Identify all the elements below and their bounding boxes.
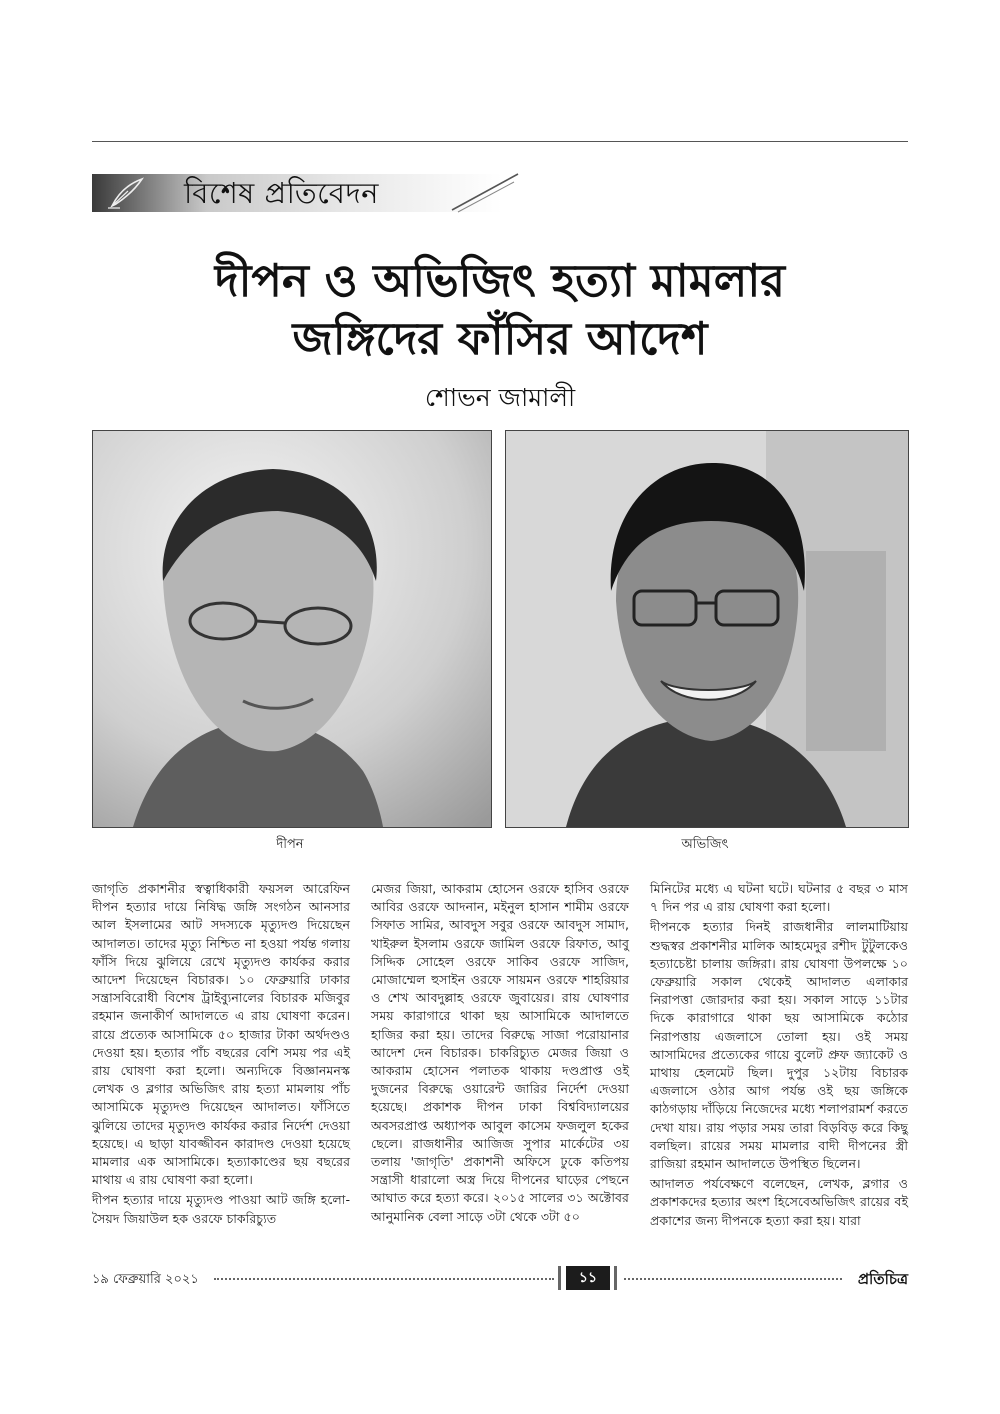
paragraph: আদালত পর্যবেক্ষণে বলেছেন, লেখক, ব্লগার ও প্রকাশকদের হত্যার অংশ হিসেবেঅভিজিৎ রায়ের বই প্রকাশের জন্য দীপনকে হত্যা করা হয়। যারা: [650, 1176, 908, 1228]
headline-line-1: দীপন ও অভিজিৎ হত্যা মামলার: [214, 254, 786, 307]
headline: [100, 252, 900, 368]
body-column-1: [92, 880, 350, 1230]
paragraph: মেজর জিয়া, আকরাম হোসেন ওরফে হাসিব ওরফে আবির ওরফে আদনান, মইনুল হাসান শামীম ওরফে সিফাত সামির, আবদুস সবুর ওরফে আবদুস সামাদ, খাইরুল ইসলাম ওরফে জামিল ওরফে রিফাত, আবু সিদ্দিক সোহেল ওরফে সাকিব ওরফে সাজিদ, মোজাম্মেল হুসাইন ওরফে সায়মন ওরফে শাহরিয়ার ও শেখ আবদুল্লাহ ওরফে জুবায়ের। রায় ঘোষণার সময় কারাগারে থাকা ছয় আসামিকে আদালতে হাজির করা হয়। তাদের বিরুদ্ধে সাজা পরোয়ানার আদেশ দেন বিচারক। চাকরিচ্যুত মেজর জিয়া ও আকরাম হোসেন পলাতক থাকায় দণ্ডপ্রাপ্ত ওই দুজনের বিরুদ্ধে ওয়ারেন্ট জারির নির্দেশ দেওয়া হয়েছে। প্রকাশক দীপন ঢাকা বিশ্ববিদ্যালয়ের অবসরপ্রাপ্ত অধ্যাপক আবুল কাসেম ফজলুল হকের ছেলে। রাজধানীর আজিজ সুপার মার্কেটের ৩য় তলায় 'জাগৃতি' প্রকাশনী অফিসে ঢুকে কতিপয় সন্ত্রাসী ধারালো অস্ত্র দিয়ে দীপনের ঘাড়ের পেছনে আঘাত করে হত্যা করে। ২০১৫ সালের ৩১ অক্টোবর আনুমানিক বেলা সাড়ে ৩টা থেকে ৩টা ৫০: [371, 881, 629, 1224]
quill-pen-icon: [106, 176, 146, 210]
paragraph: দীপনকে হত্যার দিনই রাজধানীর লালমাটিয়ায় শুদ্ধস্বর প্রকাশনীর মালিক আহমেদুর রশীদ টুটুলকেও হত্যাচেষ্টা চালায় জঙ্গিরা। রায় ঘোষণা উপলক্ষে ১০ ফেব্রুয়ারি সকাল থেকেই আদালত এলাকার নিরাপত্তা জোরদার করা হয়। সকাল সাড়ে ১১টার দিকে কারাগারে থাকা ছয় আসামিকে কঠোর নিরাপত্তায় এজলাসে তোলা হয়। ওই সময় আসামিদের প্রত্যেকের গায়ে বুলেট প্রুফ জ্যাকেট ও মাথায় হেলমেট ছিল। দুপুর ১২টায় বিচারক এজলাসে ওঠার আগ পর্যন্ত ওই ছয় জঙ্গিকে কাঠগড়ায় দাঁড়িয়ে নিজেদের মধ্যে শলাপরামর্শ করতে দেখা যায়। রায় পড়ার সময় তারা বিড়বিড় করে কিছু বলছিল। রায়ের সময় মামলার বাদী দীপনের স্ত্রী রাজিয়া রহমান আদালতে উপস্থিত ছিলেন।: [650, 919, 908, 1172]
byline: শোভন জামালী: [424, 383, 576, 412]
pen-stroke-icon: [448, 170, 520, 214]
photo-avijit: [505, 430, 909, 828]
publication-name: প্রতিচিত্র: [857, 1270, 908, 1288]
section-label: বিশেষ প্রতিবেদন: [184, 176, 379, 210]
paragraph: জাগৃতি প্রকাশনীর স্বত্বাধিকারী ফয়সল আরেফিন দীপন হত্যার দায়ে নিষিদ্ধ জঙ্গি সংগঠন আনসার আল ইসলামের আট সদস্যকে মৃত্যুদণ্ড দিয়েছেন আদালত। তাদের মৃত্যু নিশ্চিত না হওয়া পর্যন্ত গলায় ফাঁসি দিয়ে ঝুলিয়ে রেখে মৃত্যুদণ্ড কার্যকর করার আদেশ দিয়েছেন বিচারক। ১০ ফেব্রুয়ারি ঢাকার সন্ত্রাসবিরোধী বিশেষ ট্রাইব্যুনালের বিচারক মজিবুর রহমান জনাকীর্ণ আদালতে এ রায় ঘোষণা করেন। রায়ে প্রত্যেক আসামিকে ৫০ হাজার টাকা অর্থদণ্ডও দেওয়া হয়। হত্যার পাঁচ বছরের বেশি সময় পর এই রায় ঘোষণা করা হলো। অন্যদিকে বিজ্ঞানমনস্ক লেখক ও ব্লগার অভিজিৎ রায় হত্যা মামলায় পাঁচ আসামিকে মৃত্যুদণ্ড দিয়েছেন আদালত। ফাঁসিতে ঝুলিয়ে তাদের মৃত্যুদণ্ড কার্যকর করার নির্দেশ দেওয়া হয়েছে। এ ছাড়া যাবজ্জীবন কারাদণ্ড দেওয়া হয়েছে মামলার এক আসামিকে। হত্যাকাণ্ডের ছয় বছরের মাথায় এ রায় ঘোষণা করা হলো।: [92, 881, 350, 1188]
headline-line-2: জঙ্গিদের ফাঁসির আদেশ: [292, 312, 708, 365]
body-column-3: [650, 880, 908, 1232]
caption-dipon: দীপন: [276, 837, 304, 852]
footer-leader-dots: [214, 1278, 554, 1280]
body-column-2: [371, 880, 629, 1228]
footer-leader-dots: [624, 1278, 842, 1280]
page-number-bar: [614, 1266, 617, 1290]
paragraph: মিনিটের মধ্যে এ ঘটনা ঘটে। ঘটনার ৫ বছর ৩ মাস ৭ দিন পর এ রায় ঘোষণা করা হলো।: [650, 881, 908, 915]
page-number: ১১: [566, 1266, 610, 1290]
top-divider: [92, 141, 908, 142]
caption-avijit: অভিজিৎ: [681, 837, 729, 852]
issue-date: ১৯ ফেব্রুয়ারি ২০২১: [92, 1272, 199, 1287]
photo-dipon: [92, 430, 492, 828]
page-footer: [92, 1268, 908, 1290]
page-number-bar: [558, 1266, 561, 1290]
paragraph: দীপন হত্যার দায়ে মৃত্যুদণ্ড পাওয়া আট জঙ্গি হলো- সৈয়দ জিয়াউল হক ওরফে চাকরিচ্যুত: [92, 1192, 350, 1226]
